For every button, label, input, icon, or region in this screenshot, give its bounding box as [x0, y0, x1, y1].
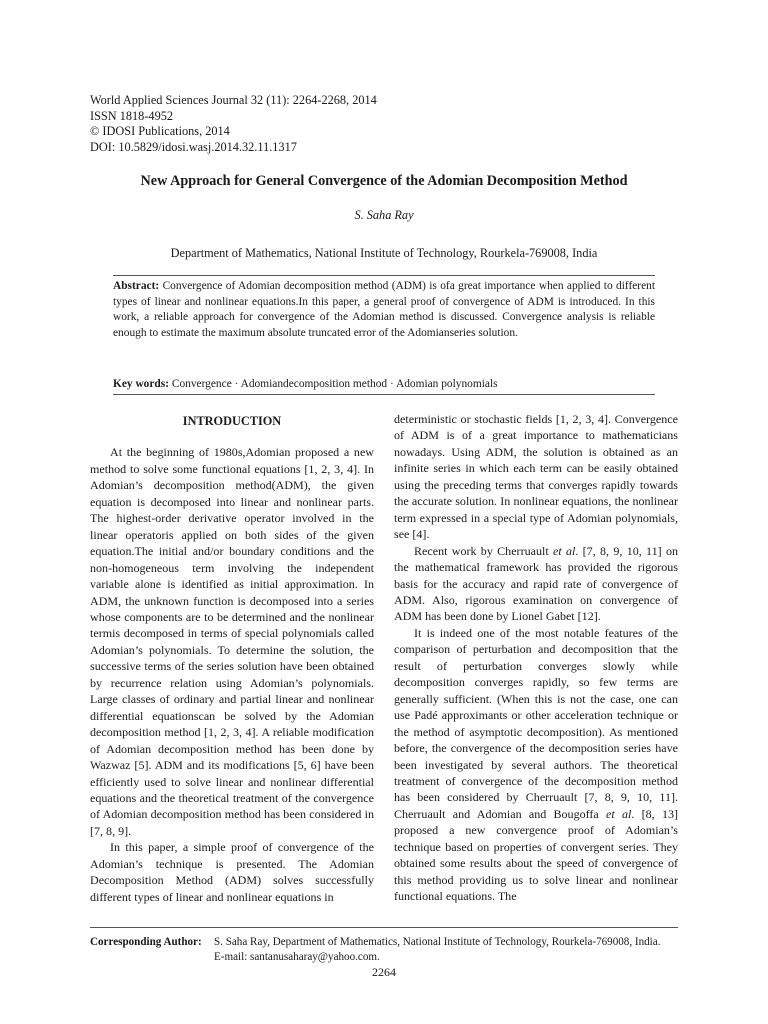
copyright: © IDOSI Publications, 2014	[90, 124, 230, 138]
paragraph	[394, 543, 678, 625]
keyword-item: Convergence	[171, 378, 232, 390]
paragraph	[394, 625, 678, 905]
corresponding-author-label: Corresponding Author:	[90, 936, 202, 948]
abstract-label: Abstract:	[113, 280, 160, 292]
journal-header	[90, 93, 377, 155]
text-run: . [8, 13] proposed a new convergence proof of Adomian’s technique based on properties of convergent series. They obtained some results about the speed of convergence of this method providing us to solve linear and nonlinear functional equations. The	[394, 806, 679, 904]
corresponding-author-note	[90, 935, 660, 965]
keyword-item: Adomian polynomials	[395, 378, 498, 390]
abstract	[113, 279, 655, 341]
keywords	[113, 377, 655, 393]
corresponding-author-address: S. Saha Ray, Department of Mathematics, National Institute of Technology, Rourkela-769008, India.	[214, 936, 661, 948]
doi: DOI: 10.5829/idosi.wasj.2014.32.11.1317	[90, 139, 297, 154]
keyword-separator: ·	[389, 378, 394, 390]
text-run: It is indeed one of the most notable features of the comparison of perturbation and decomposition that the result of perturbation converges slowly while decomposition converges rapidly, so few terms are generally sufficient. (When this is not the case, one can use Padé approximants or other acceleration technique or the method of asymptotic decomposition). As mentioned before, the convergence of the decomposition series have been investigated by several authors. The theoretical treatment of convergence of the decomposition method has been considered by Cherruault [7, 8, 9, 10, 11]. Cherruault and Adomian and Bougoffa	[394, 625, 678, 821]
abstract-top-rule	[113, 275, 655, 276]
issn: ISSN 1818-4952	[90, 108, 174, 123]
paragraph: In this paper, a simple proof of convergence of the Adomian’s technique is presented. The Adomian Decomposition Method (ADM) solves successfully different types of linear and nonlinear equations in	[90, 840, 374, 904]
paragraph: deterministic or stochastic fields [1, 2, 3, 4]. Convergence of ADM is of a great importance to mathematicians nowadays. Using ADM, the solution is obtained as an infinite series in which each term can be easily obtained using the preceding terms that converges rapidly towards the accurate solution. In nonlinear equations, the nonlinear term expressed in a special type of Adomian polynomials, see [4].	[394, 412, 678, 542]
keywords-label: Key words:	[113, 378, 169, 390]
paragraph: At the beginning of 1980s,Adomian proposed a new method to solve some functional equations [1, 2, 3, 4]. In Adomian’s decomposition method(ADM), the given equation is decomposed into linear and nonlinear parts. The highest-order derivative operator involved in the linear operatoris applied on both sides of the given equation.The initial and/or boundary conditions and the non-homogeneous term involving the independent variable alone is identified as initial approximation. In ADM, the unknown function is decomposed into a series whose components are to be determined and the nonlinear termis decomposed in terms of special polynomials called Adomian’s polynomials. To determine the solution, the successive terms of the series solution have been obtained by recurrence relation using Adomian’s polynomials. Large classes of ordinary and partial linear and nonlinear differential equationscan be solved by the Adomian decomposition method [1, 2, 3, 4]. A reliable modification of Adomian decomposition method has been done by Wazwaz [5]. ADM and its modifications [5, 6] have been efficiently used to solve linear and nonlinear differential equations and the theoretical treatment of the convergence of Adomian decomposition method has been considered in [7, 8, 9].	[90, 445, 374, 838]
keyword-item: Adomiandecomposition method	[240, 378, 388, 390]
introduction-heading: INTRODUCTION	[182, 414, 282, 428]
right-column	[394, 411, 678, 905]
affiliation: Department of Mathematics, National Institute of Technology, Rourkela-769008, India	[170, 246, 598, 260]
page-number: 2264	[372, 965, 396, 979]
et-al: et al	[606, 806, 632, 821]
abstract-text: Convergence of Adomian decomposition method (ADM) is ofa great importance when applied to different types of linear and nonlinear equations.In this paper, a general proof of convergence of ADM is introduced. In this work, a reliable approach for convergence of the Adomian method is discussed. Convergence analysis is reliable enough to estimate the maximum absolute truncated error of the Adomianseries solution.	[113, 280, 656, 339]
text-run: Recent work by Cherruault	[414, 543, 553, 558]
keyword-separator: ·	[234, 378, 239, 390]
left-column	[90, 411, 374, 905]
text-run: . [7, 8, 9, 10, 11] on the mathematical framework has provided the rigorous basis for the accuracy and rapid rate of convergence of ADM. Also, rigorous examination on convergence of ADM has been done by Lionel Gabet [12].	[394, 543, 679, 624]
et-al: et al	[552, 543, 576, 558]
author-name: S. Saha Ray	[354, 208, 414, 222]
keywords-bottom-rule	[113, 394, 655, 395]
footnote-rule	[90, 927, 678, 928]
journal-citation: World Applied Sciences Journal 32 (11): 2264-2268, 2014	[90, 93, 377, 107]
paper-title: New Approach for General Convergence of the Adomian Decomposition Method	[140, 173, 628, 189]
corresponding-author-email: E-mail: santanusaharay@yahoo.com.	[214, 951, 380, 963]
